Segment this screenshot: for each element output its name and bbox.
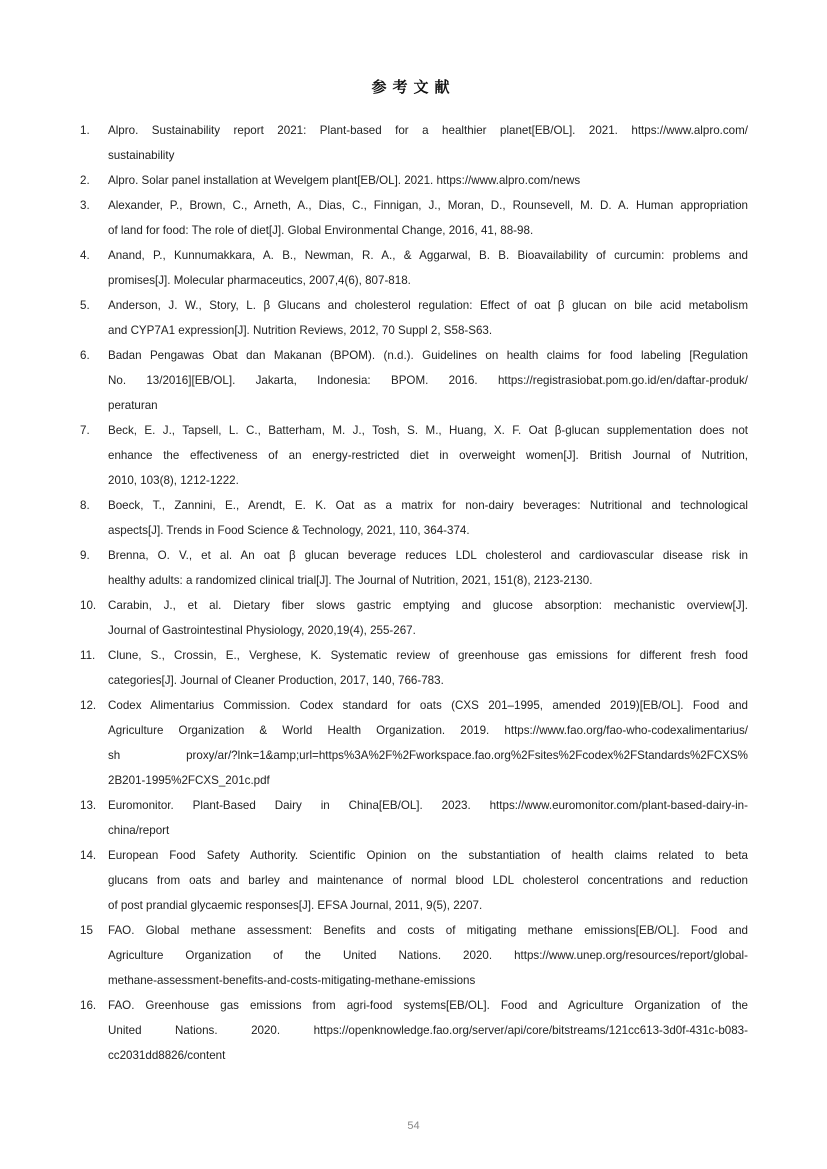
reference-item — [80, 643, 748, 693]
reference-number: 8. — [80, 499, 90, 512]
page-number: 54 — [407, 1120, 420, 1132]
reference-text-line: Agriculture Organization & World Health Organization. 2019. https://www.fao.org/fao-who-codexalimentarius/ — [108, 724, 748, 737]
reference-item — [80, 118, 748, 168]
reference-text-line: aspects[J]. Trends in Food Science & Technology, 2021, 110, 364-374. — [108, 524, 470, 537]
reference-number: 9. — [80, 549, 90, 562]
reference-number: 10. — [80, 599, 97, 612]
reference-list — [80, 118, 748, 1068]
reference-number: 12. — [80, 699, 97, 712]
reference-number: 7. — [80, 424, 90, 437]
page-title: 参考文献 — [371, 79, 456, 96]
reference-number: 4. — [80, 249, 90, 262]
reference-text-line: healthy adults: a randomized clinical trial[J]. The Journal of Nutrition, 2021, 151(8), 2123-2130. — [108, 574, 593, 587]
reference-item — [80, 693, 748, 793]
reference-text-line: of post prandial glycaemic responses[J]. EFSA Journal, 2011, 9(5), 2207. — [108, 899, 483, 912]
reference-text-line: enhance the effectiveness of an energy-restricted diet in overweight women[J]. British Journal of Nutrition, — [108, 449, 748, 462]
reference-text-line: methane-assessment-benefits-and-costs-mitigating-methane-emissions — [108, 974, 476, 987]
reference-number: 2. — [80, 174, 90, 187]
reference-item — [80, 593, 748, 643]
reference-number: 14. — [80, 849, 97, 862]
reference-item — [80, 793, 748, 843]
reference-text-line: European Food Safety Authority. Scientific Opinion on the substantiation of health claims related to beta — [108, 849, 748, 862]
reference-item — [80, 843, 748, 918]
reference-text-line: glucans from oats and barley and maintenance of normal blood LDL cholesterol concentrations and reduction — [108, 874, 748, 887]
reference-number: 1. — [80, 124, 90, 137]
reference-text-line: Carabin, J., et al. Dietary fiber slows gastric emptying and glucose absorption: mechanistic overview[J]. — [108, 599, 748, 612]
reference-text-line: Journal of Gastrointestinal Physiology, 2020,19(4), 255-267. — [108, 624, 416, 637]
reference-text-line: sh proxy/ar/?lnk=1&amp;url=https%3A%2F%2Fworkspace.fao.org%2Fsites%2Fcodex%2FStandards%2FCXS% — [108, 749, 748, 762]
reference-text-line: Alpro. Sustainability report 2021: Plant-based for a healthier planet[EB/OL]. 2021. https://www.alpro.com/ — [108, 124, 748, 137]
reference-text-line: Alpro. Solar panel installation at Wevelgem plant[EB/OL]. 2021. https://www.alpro.com/news — [108, 174, 581, 187]
reference-text-line: china/report — [108, 824, 170, 837]
reference-text-line: Badan Pengawas Obat dan Makanan (BPOM). (n.d.). Guidelines on health claims for food labeling [Regulation — [108, 349, 748, 362]
reference-text-line: of land for food: The role of diet[J]. Global Environmental Change, 2016, 41, 88-98. — [108, 224, 534, 237]
reference-text-line: Codex Alimentarius Commission. Codex standard for oats (CXS 201–1995, amended 2019)[EB/OL]. Food and — [108, 699, 748, 712]
reference-item — [80, 193, 748, 243]
reference-item — [80, 993, 748, 1068]
reference-item — [80, 493, 748, 543]
reference-number: 16. — [80, 999, 97, 1012]
reference-number: 5. — [80, 299, 90, 312]
reference-text-line: categories[J]. Journal of Cleaner Production, 2017, 140, 766-783. — [108, 674, 444, 687]
reference-item — [80, 243, 748, 293]
reference-text-line: Alexander, P., Brown, C., Arneth, A., Dias, C., Finnigan, J., Moran, D., Rounsevell, M. D. A. Human appropriation — [108, 199, 748, 212]
reference-text-line: sustainability — [108, 149, 175, 162]
reference-text-line: Agriculture Organization of the United Nations. 2020. https://www.unep.org/resources/report/global- — [108, 949, 748, 962]
reference-text-line: 2010, 103(8), 1212-1222. — [108, 474, 239, 487]
reference-number: 13. — [80, 799, 97, 812]
reference-text-line: Brenna, O. V., et al. An oat β glucan beverage reduces LDL cholesterol and cardiovascular disease risk in — [108, 549, 748, 562]
reference-number: 15 — [80, 924, 93, 937]
reference-text-line: 2B201-1995%2FCXS_201c.pdf — [108, 774, 270, 787]
reference-text-line: Anderson, J. W., Story, L. β Glucans and cholesterol regulation: Effect of oat β glucan on bile acid metabolism — [108, 299, 748, 312]
reference-text-line: No. 13/2016][EB/OL]. Jakarta, Indonesia: BPOM. 2016. https://registrasiobat.pom.go.id/en/daftar-produk/ — [108, 374, 748, 387]
reference-text-line: FAO. Greenhouse gas emissions from agri-food systems[EB/OL]. Food and Agriculture Organization of the — [108, 999, 748, 1012]
reference-number: 11. — [80, 649, 96, 662]
reference-text-line: Anand, P., Kunnumakkara, A. B., Newman, R. A., & Aggarwal, B. B. Bioavailability of curcumin: problems and — [108, 249, 748, 262]
reference-item — [80, 543, 748, 593]
reference-item — [80, 418, 748, 493]
reference-number: 3. — [80, 199, 90, 212]
reference-item — [80, 168, 748, 193]
reference-text-line: cc2031dd8826/content — [108, 1049, 226, 1062]
reference-item — [80, 343, 748, 418]
reference-text-line: Boeck, T., Zannini, E., Arendt, E. K. Oat as a matrix for non-dairy beverages: Nutritional and technological — [108, 499, 748, 512]
reference-text-line: Euromonitor. Plant-Based Dairy in China[EB/OL]. 2023. https://www.euromonitor.com/plant-based-dairy-in- — [108, 799, 748, 812]
reference-text-line: FAO. Global methane assessment: Benefits and costs of mitigating methane emissions[EB/OL]. Food and — [108, 924, 748, 937]
reference-text-line: peraturan — [108, 399, 158, 412]
reference-text-line: United Nations. 2020. https://openknowledge.fao.org/server/api/core/bitstreams/121cc613-3d0f-431c-b083- — [108, 1024, 748, 1037]
reference-number: 6. — [80, 349, 90, 362]
reference-item — [80, 293, 748, 343]
reference-item — [80, 918, 748, 993]
reference-text-line: Clune, S., Crossin, E., Verghese, K. Systematic review of greenhouse gas emissions for different fresh food — [108, 649, 748, 662]
reference-text-line: and CYP7A1 expression[J]. Nutrition Reviews, 2012, 70 Suppl 2, S58-S63. — [108, 324, 493, 337]
reference-text-line: Beck, E. J., Tapsell, L. C., Batterham, M. J., Tosh, S. M., Huang, X. F. Oat β-glucan supplementation does not — [108, 424, 748, 437]
reference-text-line: promises[J]. Molecular pharmaceutics, 2007,4(6), 807-818. — [108, 274, 411, 287]
